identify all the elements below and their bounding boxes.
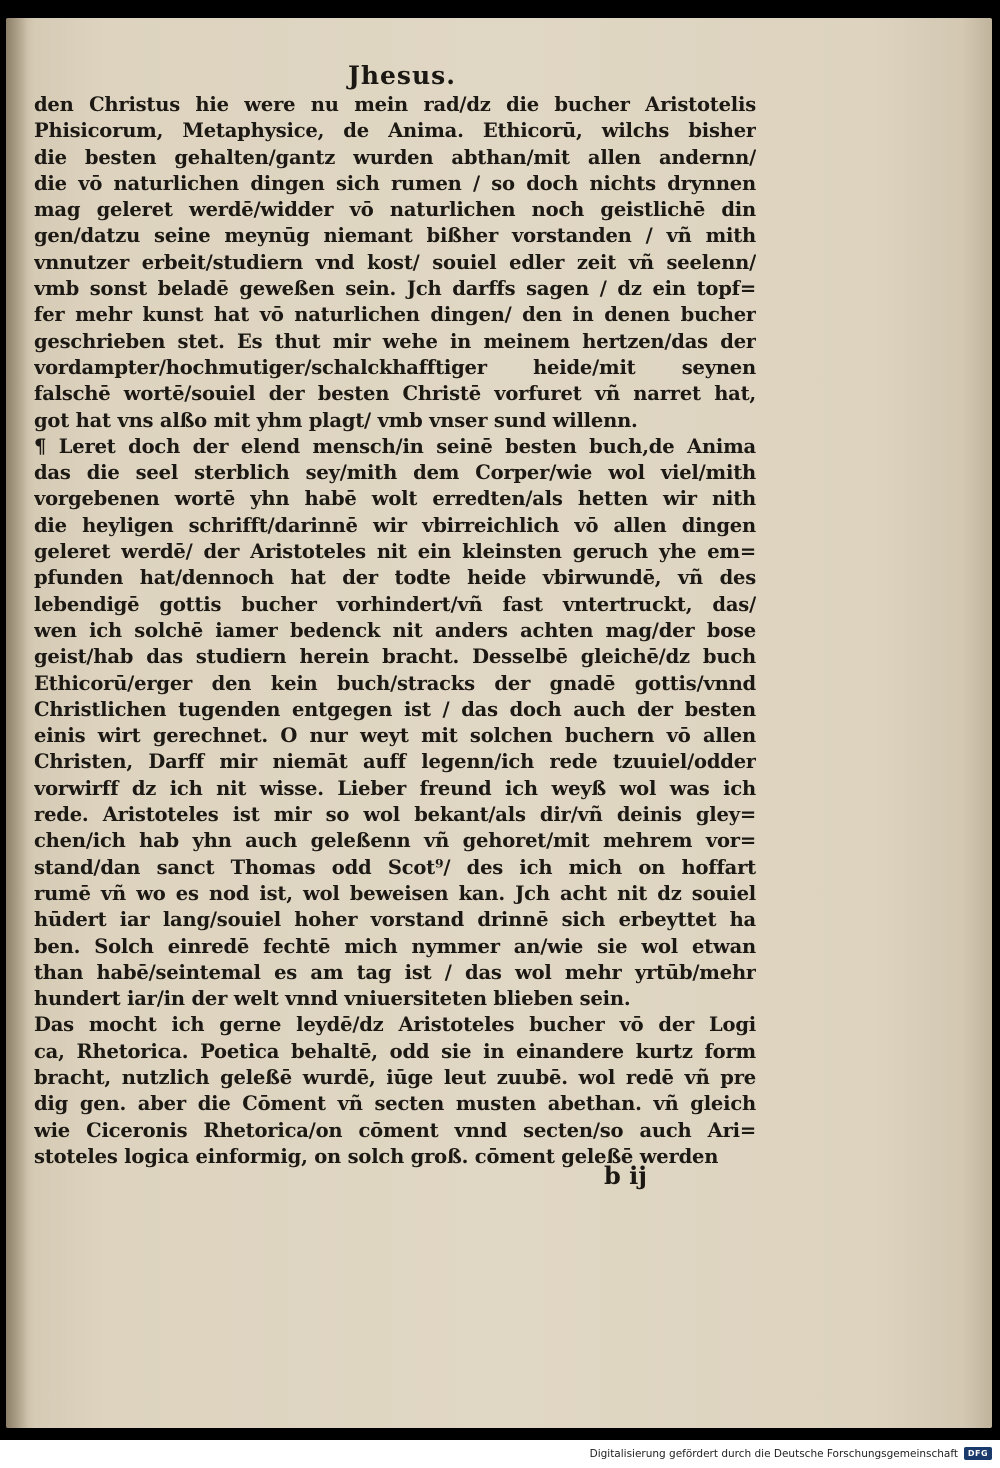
text-line: wie Ciceronis Rhetorica/on cōment vnnd secten/so auch Ari= bbox=[34, 1118, 756, 1142]
text-line: Das mocht ich gerne leydē/dz Aristoteles bucher vō der Logi bbox=[34, 1013, 756, 1037]
text-line: fer mehr kunst hat vō naturlichen dingen/ den in denen bucher bbox=[34, 303, 756, 327]
text-line: die heyligen schrifft/darinnē wir vbirreichlich vō allen dingen bbox=[34, 513, 756, 537]
text-line: rumē vñ wo es nod ist, wol beweisen kan. Jch acht nit dz souiel bbox=[34, 881, 756, 905]
footer-bar bbox=[0, 1440, 1000, 1468]
text-line: vnnutzer erbeit/studiern vnd kost/ souiel edler zeit vñ seelenn/ bbox=[34, 250, 756, 274]
text-line: geleret werdē/ der Aristoteles nit ein kleinsten geruch yhe em= bbox=[34, 540, 756, 564]
text-line: rede. Aristoteles ist mir so wol bekant/als dir/vñ deinis gley= bbox=[34, 803, 756, 827]
text-line: falschē wortē/souiel der besten Christē vorfuret vñ narret hat, bbox=[34, 382, 756, 406]
spine-shadow bbox=[6, 18, 28, 1428]
text-line: stoteles logica einformig, on solch groß. cōment geleßē werden bbox=[34, 1144, 719, 1168]
text-line: Christlichen tugenden entgegen ist / das doch auch der besten bbox=[34, 697, 756, 721]
text-line: Ethicorū/erger den kein buch/stracks der gnadē gottis/vnnd bbox=[34, 671, 756, 695]
text-line: got hat vns alßo mit yhm plagt/ vmb vnser sund willenn. bbox=[34, 408, 638, 432]
text-line: ¶ Leret doch der elend mensch/in seinē besten buch,de Anima bbox=[34, 434, 756, 458]
text-line: wen ich solchē iamer bedenck nit anders achten mag/der bose bbox=[34, 618, 756, 642]
text-line: ca, Rhetorica. Poetica behaltē, odd sie in einandere kurtz form bbox=[34, 1039, 756, 1063]
text-line: than habē/seintemal es am tag ist / das wol mehr yrtūb/mehr bbox=[34, 960, 756, 984]
text-line: den Christus hie were nu mein rad/dz die bucher Aristotelis bbox=[34, 93, 756, 116]
text-block bbox=[34, 92, 756, 1170]
footer-credit: Digitalisierung gefördert durch die Deutsche Forschungsgemeinschaft bbox=[589, 1448, 958, 1460]
text-line: pfunden hat/dennoch hat der todte heide vbirwundē, vñ des bbox=[34, 566, 756, 590]
text-line: vordampter/hochmutiger/schalckhafftiger heide/mit seynen bbox=[34, 355, 756, 379]
text-line: lebendigē gottis bucher vorhindert/vñ fast vntertruckt, das/ bbox=[34, 592, 756, 616]
text-line: chen/ich hab yhn auch geleßenn vñ gehoret/mit mehrem vor= bbox=[34, 829, 756, 853]
text-line: stand/dan sanct Thomas odd Scot⁹/ des ich mich on hoffart bbox=[34, 855, 756, 879]
text-line: geschrieben stet. Es thut mir wehe in meinem hertzen/das der bbox=[34, 329, 756, 353]
book-page bbox=[6, 18, 992, 1428]
text-line: vorwirff dz ich nit wisse. Lieber freund ich weyß wol was ich bbox=[34, 776, 756, 800]
text-line: vorgebenen wortē yhn habē wolt erredten/als hetten wir nith bbox=[34, 487, 756, 511]
text-line: ben. Solch einredē fechtē mich nymmer an/wie sie wol etwan bbox=[34, 934, 756, 958]
text-line: dig gen. aber die Cōment vñ secten musten abethan. vñ gleich bbox=[34, 1092, 756, 1116]
text-line: mag geleret werdē/widder vō naturlichen noch geistlichē din bbox=[34, 198, 756, 222]
text-line: das die seel sterblich sey/mith dem Corper/wie wol viel/mith bbox=[34, 461, 756, 485]
running-head: Jhesus. bbox=[348, 61, 456, 90]
text-line: Christen, Darff mir niemāt auff legenn/ich rede tzuuiel/odder bbox=[34, 750, 756, 774]
text-line: die vō naturlichen dingen sich rumen / so doch nichts drynnen bbox=[34, 171, 756, 195]
text-line: geist/hab das studiern herein bracht. Desselbē gleichē/dz buch bbox=[34, 645, 756, 669]
text-line: hūdert iar lang/souiel hoher vorstand drinnē sich erbeyttet ha bbox=[34, 908, 756, 932]
text-line: bracht, nutzlich geleßē wurdē, iūge leut zuubē. wol redē vñ pre bbox=[34, 1065, 756, 1089]
signature-mark: b ij bbox=[604, 1161, 647, 1190]
text-line: vmb sonst beladē geweßen sein. Jch darffs sagen / dz ein topf= bbox=[34, 277, 756, 301]
text-line: hundert iar/in der welt vnnd vniuersiteten blieben sein. bbox=[34, 987, 631, 1011]
dfg-logo: DFG bbox=[964, 1447, 992, 1460]
text-line: Phisicorum, Metaphysice, de Anima. Ethicorū, wilchs bisher bbox=[34, 119, 756, 143]
text-line: die besten gehalten/gantz wurden abthan/mit allen andernn/ bbox=[34, 145, 756, 169]
text-line: gen/datzu seine meynūg niemant bißher vorstanden / vñ mith bbox=[34, 224, 756, 248]
text-line: einis wirt gerechnet. O nur weyt mit solchen buchern vō allen bbox=[34, 724, 756, 748]
